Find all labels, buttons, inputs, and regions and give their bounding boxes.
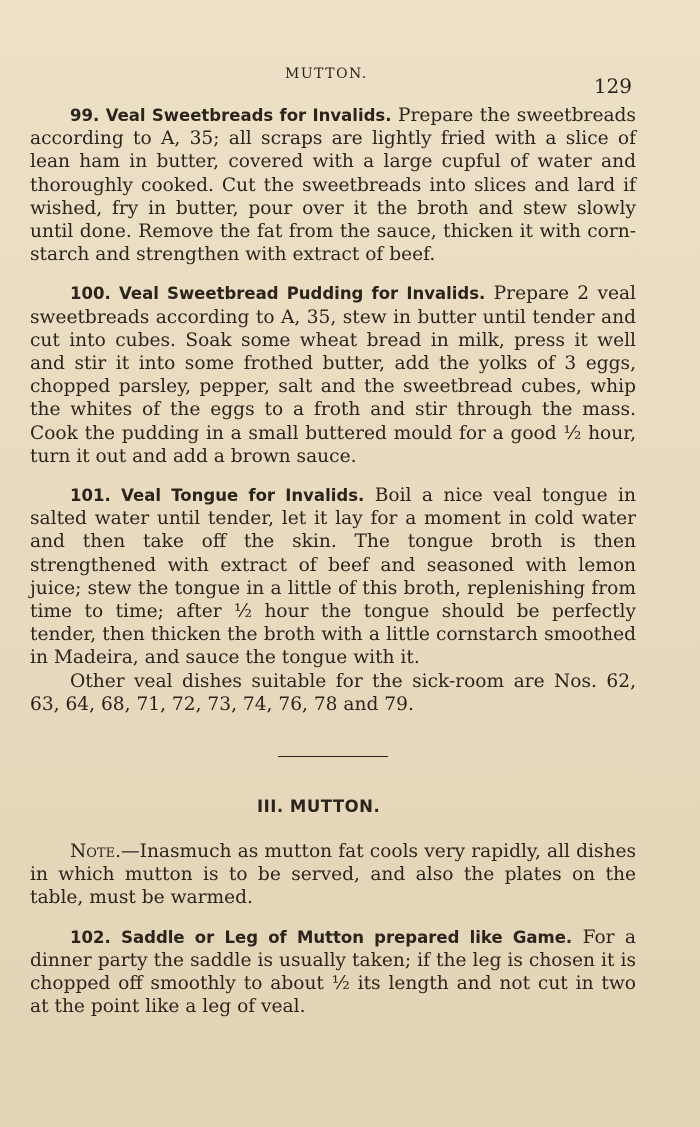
recipe-number: 102. xyxy=(70,927,111,947)
recipe-102 xyxy=(30,926,636,1019)
recipe-title: Veal Sweetbread Pudding for Invalids. xyxy=(119,284,486,304)
running-title: MUTTON. xyxy=(285,66,368,82)
recipe-body: Prepare 2 veal sweetbreads according to A, 35, stew in butter until tender and cut into cubes. Soak some wheat bread in milk, press it well and stir it into some frothed butter, add the yolks of 3 eggs, chopped parsley, pepper, salt and the sweetbread cubes, whip the whites of the eggs to a froth and stir through the mass. Cook the pudding in a small buttered mould for a good ½ hour, turn it out and add a brown sauce. xyxy=(30,283,636,467)
recipe-title: Veal Tongue for Invalids. xyxy=(121,486,365,506)
page-number: 129 xyxy=(593,74,632,98)
running-head xyxy=(0,66,700,98)
note-label: Note. xyxy=(70,841,121,863)
recipe-body: For a dinner party the saddle is usually taken; if the leg is chosen it is chopped off smoothly to about ½ its length and not cut in two at the point like a leg of veal. xyxy=(30,926,637,1018)
recipe-number: 100. xyxy=(70,284,111,304)
note-paragraph xyxy=(30,840,636,910)
recipe-number: 101. xyxy=(70,486,111,506)
recipe-101 xyxy=(30,484,636,670)
recipe-title: Saddle or Leg of Mutton prepared like Game. xyxy=(121,927,573,947)
recipe-body: Prepare the sweetbreads according to A, 35; all scraps are lightly fried with a slice of lean ham in butter, covered with a large cupful of water and thoroughly cooked. Cut the sweetbreads into slices and lard if wished, fry in butter, pour over it the broth and stew slowly until done. Remove the fat from the sauce, thicken it with corn-starch and strengthen with extract of beef. xyxy=(30,105,636,266)
section-divider xyxy=(278,756,388,757)
other-veal-dishes: Other veal dishes suitable for the sick-room are Nos. 62, 63, 64, 68, 71, 72, 73, 74, 76, 78 and 79. xyxy=(30,670,636,715)
page-text xyxy=(30,104,636,1019)
section-heading: III. MUTTON. xyxy=(257,797,381,817)
note-text: —Inasmuch as mutton fat cools very rapidly, all dishes in which mutton is to be served, and also the plates on the table, must be warmed. xyxy=(30,841,636,909)
recipe-title: Veal Sweetbreads for Invalids. xyxy=(105,106,392,125)
recipe-body: Boil a nice veal tongue in salted water until tender, let it lay for a moment in cold water and then take off the skin. The tongue broth is then strengthened with extract of beef and seasoned with lemon juice; stew the tongue in a little of this broth, replenishing from time to time; after ½ hour the tongue should be perfectly tender, then thicken the broth with a little cornstarch smoothed in Madeira, and sauce the tongue with it. xyxy=(30,485,636,669)
recipe-99 xyxy=(30,104,636,266)
recipe-number: 99. xyxy=(70,106,100,125)
recipe-100 xyxy=(30,282,636,468)
